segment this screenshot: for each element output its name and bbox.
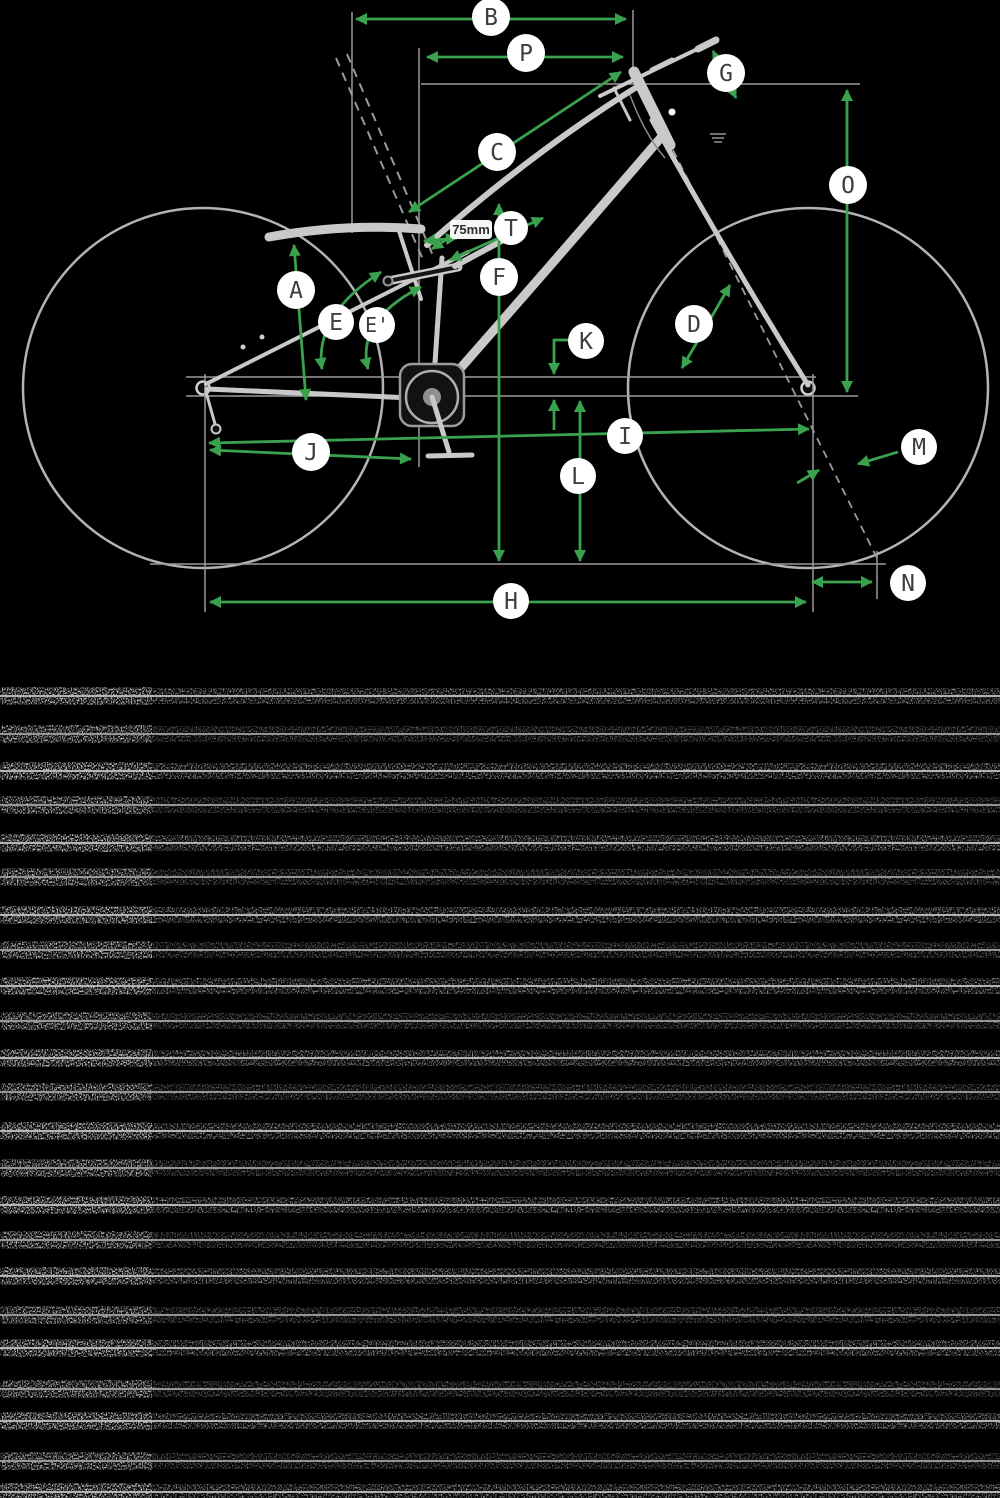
callout-K: [568, 323, 604, 359]
dimension-arrows: [209, 19, 898, 602]
table-row-separator: [0, 949, 1000, 951]
table-row-separator: [0, 985, 1000, 987]
svg-text:J: J: [304, 440, 318, 466]
svg-text:E: E: [329, 310, 343, 336]
table-row-separator: [0, 804, 1000, 806]
shock-eyelet-rear: [384, 277, 393, 286]
svg-text:E': E': [364, 313, 390, 337]
headset-pivot-dot: [669, 109, 676, 116]
callout-I: [607, 418, 643, 454]
derailleur: [206, 392, 215, 424]
table-row-separator: [0, 1347, 1000, 1349]
svg-text:A: A: [289, 278, 303, 304]
seatstay-guide: [260, 335, 265, 340]
table-row-separator: [0, 876, 1000, 878]
callout-O: [829, 166, 867, 204]
table-row-separator: [0, 1491, 1000, 1493]
dim-C-arrow: [409, 72, 621, 212]
svg-text:C: C: [490, 140, 504, 166]
table-row-separator: [0, 733, 1000, 735]
table-row-label-noise: [2, 1483, 152, 1498]
table-row-separator: [0, 1020, 1000, 1022]
svg-text:O: O: [841, 173, 855, 199]
table-row-separator: [0, 1314, 1000, 1316]
svg-text:L: L: [571, 464, 585, 490]
dim-K-arrow-upper: [554, 340, 571, 374]
svg-text:G: G: [719, 61, 733, 87]
down-tube: [458, 134, 664, 371]
callout-A: [277, 271, 315, 309]
saddle: [269, 227, 421, 237]
callout-H: [493, 583, 529, 619]
dim-M-axis-pointer: [797, 470, 819, 483]
callout-F: [480, 258, 518, 296]
svg-text:N: N: [901, 571, 915, 597]
table-row-separator: [0, 1239, 1000, 1241]
table-row-separator: [0, 1091, 1000, 1093]
frame: [206, 40, 808, 456]
tiny-illegible-text: [710, 133, 726, 143]
table-row-separator: [0, 1204, 1000, 1206]
table-row-separator: [0, 1057, 1000, 1059]
callout-N: [890, 565, 926, 601]
derailleur-pulley: [212, 425, 221, 434]
svg-text:F: F: [492, 265, 506, 291]
svg-text:K: K: [579, 329, 593, 355]
table-row-separator: [0, 695, 1000, 697]
callout-B: [472, 0, 510, 36]
callout-J: [292, 433, 330, 471]
table-row-separator: [0, 914, 1000, 916]
svg-text:B: B: [484, 5, 498, 31]
svg-text:I: I: [618, 424, 632, 450]
callout-L: [560, 458, 596, 494]
callout-M: [901, 429, 937, 465]
fork: [652, 120, 808, 385]
dim-M-pointer: [858, 452, 898, 464]
shock-stroke-label: [450, 220, 492, 239]
table-row-separator: [0, 1460, 1000, 1462]
pedal: [428, 455, 472, 456]
table-row-separator: [0, 770, 1000, 772]
callout-C: [478, 133, 516, 171]
callout-T: [494, 211, 528, 245]
seatstay-guide: [241, 345, 246, 350]
stem: [652, 60, 672, 70]
shock-shaft: [388, 267, 458, 281]
grip: [698, 40, 716, 49]
svg-text:D: D: [687, 312, 701, 338]
bike-geometry-diagram: [0, 0, 1000, 664]
table-row-separator: [0, 1420, 1000, 1422]
svg-text:T: T: [504, 216, 518, 242]
callout-P: [507, 34, 545, 72]
svg-text:M: M: [912, 435, 926, 461]
table-row-separator: [0, 842, 1000, 844]
table-row-separator: [0, 1388, 1000, 1390]
callout-D: [675, 305, 713, 343]
reference-lines: [150, 10, 886, 612]
shock-stroke-label-text: 75mm: [452, 222, 490, 237]
table-rows-group: [0, 687, 1000, 1498]
callout-E: [318, 304, 354, 340]
table-row-separator: [0, 1275, 1000, 1277]
callout-G: [707, 54, 745, 92]
table-row-separator: [0, 1167, 1000, 1169]
callout-E-prime: [359, 307, 395, 343]
svg-text:P: P: [519, 41, 533, 67]
table-row-separator: [0, 1130, 1000, 1132]
head-tube: [634, 72, 670, 145]
svg-text:H: H: [504, 589, 518, 615]
